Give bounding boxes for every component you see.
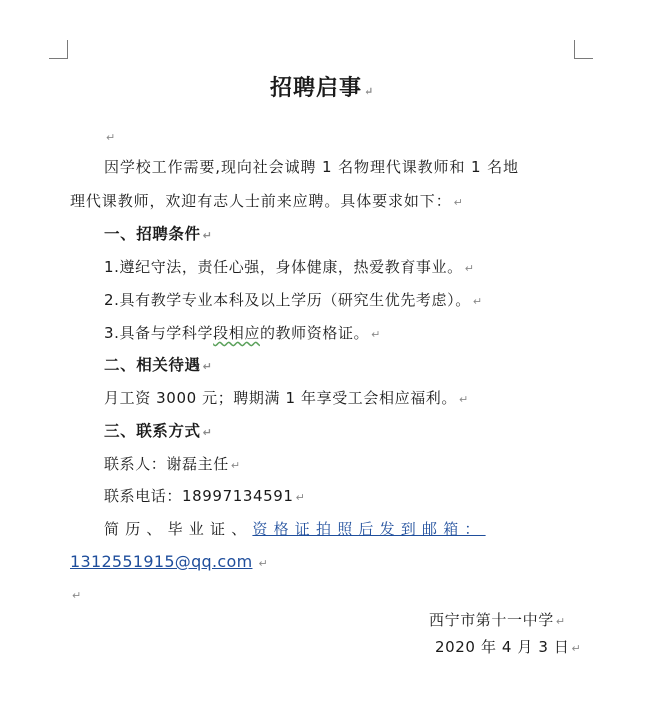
paragraph-mark: ↵ [106,131,116,144]
paragraph-mark: ↵ [202,229,213,242]
paragraph-mark: ↵ [453,196,464,209]
email-hyperlink[interactable]: 1312551915@qq.com [70,552,253,571]
condition-text: 2.具有教学专业本科及以上学历（研究生优先考虑）。 [104,291,471,309]
paragraph-mark: ↵ [571,642,582,655]
section-heading-conditions [104,224,212,246]
empty-paragraph [104,126,116,148]
resume-prefix: 简历、毕业证、 [104,520,253,538]
paragraph-mark: ↵ [555,615,566,628]
contact-person: 联系人：谢磊主任 [104,455,229,473]
signature-school-line [429,610,566,632]
condition-item-3 [104,323,381,345]
paragraph-mark: ↵ [371,328,381,341]
paragraph-mark: ↵ [295,491,306,504]
grammar-flagged-text: 段相应 [213,324,260,342]
intro-text-2: 理代课教师，欢迎有志人士前来应聘。具体要求如下： [70,192,452,210]
paragraph-mark: ↵ [230,459,241,472]
paragraph-mark: ↵ [202,360,213,373]
intro-text-1: 因学校工作需要,现向社会诚聘 1 名物理代课教师和 1 名地 [104,158,519,176]
intro-line-2 [70,191,464,213]
email-hyperlink-text[interactable]: 资格证拍照后发到邮箱： [252,520,486,538]
margin-corner-top-right [574,40,593,59]
margin-corner-top-left [49,40,68,59]
contact-phone: 联系电话：18997134591 [104,487,294,505]
paragraph-mark: ↵ [464,262,475,275]
document-title-line [270,74,374,106]
section-heading-text: 一、招聘条件 [104,225,201,243]
intro-line-1 [104,157,519,177]
condition-item-1 [104,257,475,279]
paragraph-mark: ↵ [364,85,375,98]
paragraph-mark: ↵ [472,295,483,308]
email-line [70,552,268,574]
signature-date-line [435,637,581,659]
condition-item-2 [104,290,483,312]
condition-text: 的教师资格证。 [259,324,370,342]
paragraph-mark: ↵ [72,589,82,602]
resume-instructions-line [104,519,486,539]
empty-paragraph [70,584,82,606]
section-heading-contact [104,421,212,443]
section-heading-text: 二、相关待遇 [104,356,201,374]
condition-text: 3.具备与学科学 [104,324,214,342]
benefits-text-line [104,388,469,410]
signature-date: 2020 年 4 月 3 日 [435,638,570,656]
paragraph-mark: ↵ [459,393,469,406]
contact-person-line [104,454,241,476]
signature-school: 西宁市第十一中学 [429,611,554,629]
document-title: 招聘启事 [270,75,363,101]
section-heading-text: 三、联系方式 [104,422,201,440]
condition-text: 1.遵纪守法，责任心强，身体健康，热爱教育事业。 [104,258,463,276]
paragraph-mark: ↵ [202,426,213,439]
benefits-text: 月工资 3000 元；聘期满 1 年享受工会相应福利。 [104,389,457,407]
contact-phone-line [104,486,305,508]
section-heading-benefits [104,355,212,377]
paragraph-mark: ↵ [258,557,269,570]
